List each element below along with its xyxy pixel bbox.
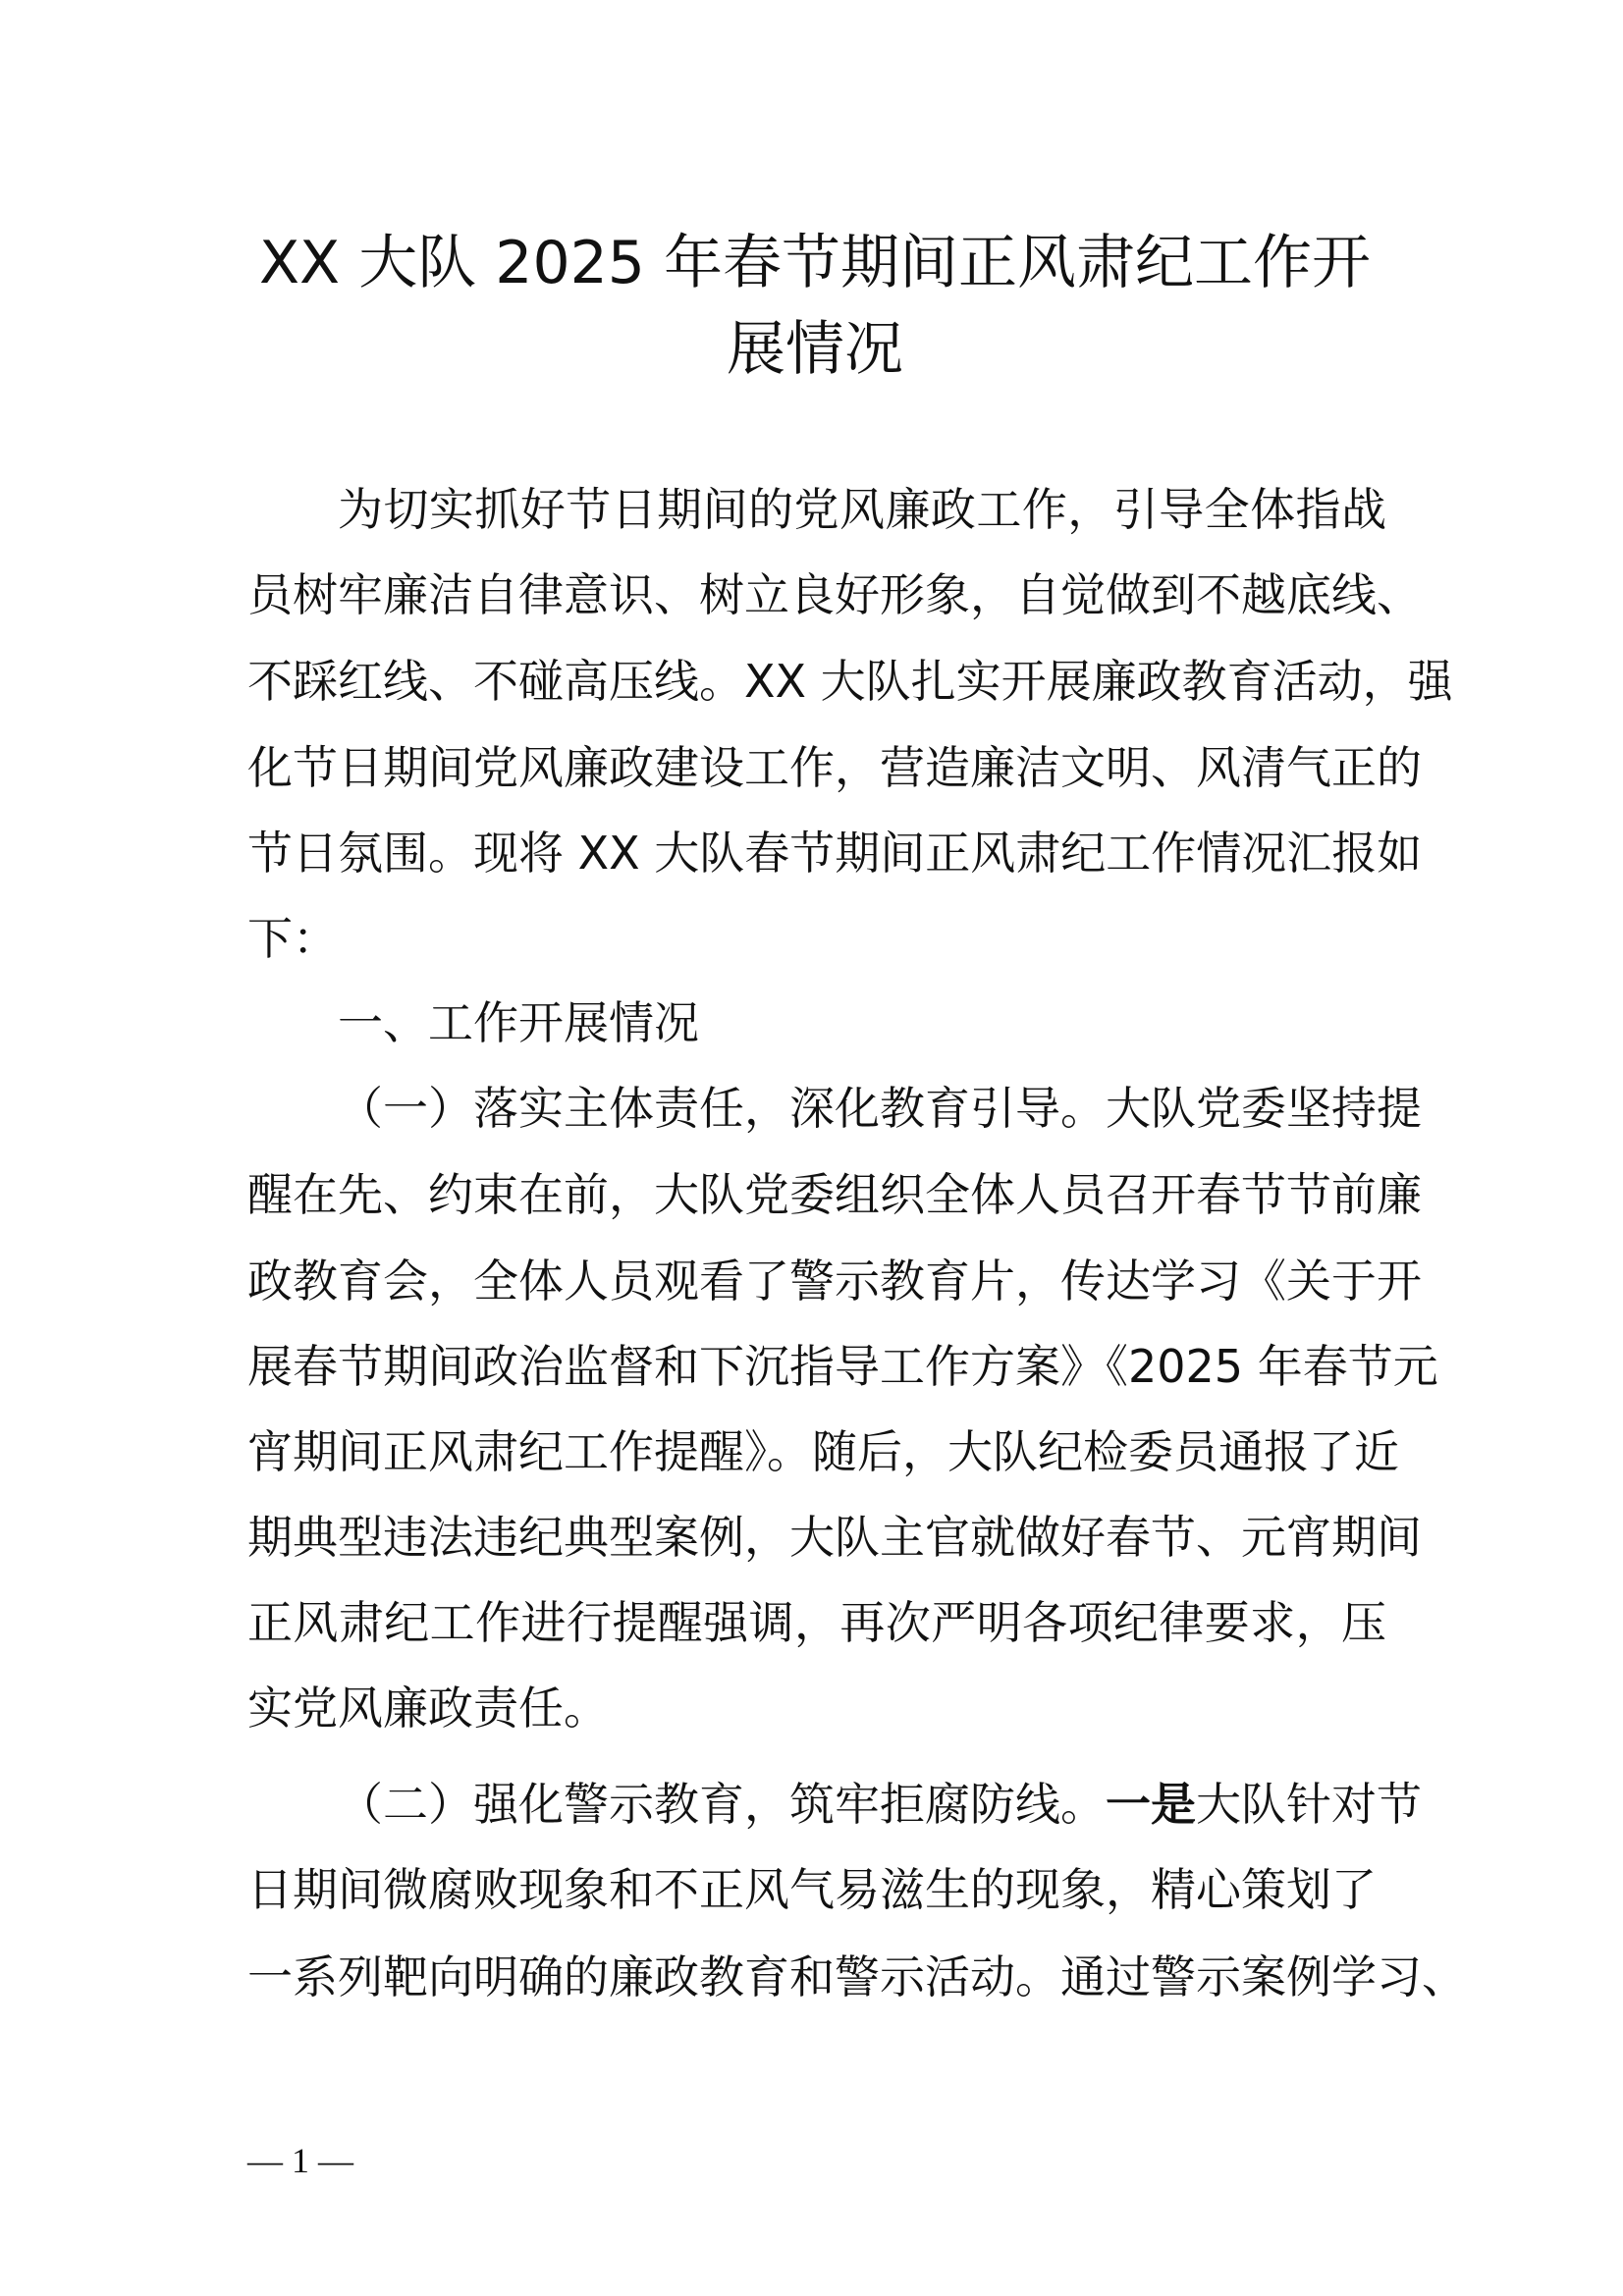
text-segment: （二）强化警示教育，筑牢拒腐防线。: [338, 1778, 1106, 1831]
text-line: 实党风廉政责任。: [247, 1682, 609, 1735]
section-heading: 一、工作开展情况: [338, 996, 699, 1049]
text-line: 节日氛围。现将 XX 大队春节期间正风肃纪工作情况汇报如: [247, 827, 1423, 880]
text-line: 期典型违法违纪典型案例，大队主官就做好春节、元宵期间: [247, 1511, 1422, 1564]
text-line: 化节日期间党风廉政建设工作，营造廉洁文明、风清气正的: [247, 741, 1422, 794]
text-line: （一）落实主体责任，深化教育引导。大队党委坚持提: [338, 1082, 1422, 1135]
text-line: 展春节期间政治监督和下沉指导工作方案》《2025 年春节元: [247, 1340, 1438, 1393]
text-line: 宵期间正风肃纪工作提醒》。随后，大队纪检委员通报了近: [247, 1425, 1399, 1478]
text-line: 醒在先、约束在前，大队党委组织全体人员召开春节节前廉: [247, 1168, 1422, 1221]
text-line: 一系列靶向明确的廉政教育和警示活动。通过警示案例学习、: [247, 1950, 1467, 2003]
title-line-2: 展情况: [727, 315, 903, 384]
bold-emphasis: 一是: [1106, 1778, 1196, 1831]
text-line: 日期间微腐败现象和不正风气易滋生的现象，精心策划了: [247, 1863, 1377, 1916]
text-segment: 大队针对节: [1196, 1778, 1422, 1831]
text-line: 政教育会，全体人员观看了警示教育片，传达学习《关于开: [247, 1255, 1422, 1308]
title-line-1: XX 大队 2025 年春节期间正风肃纪工作开: [258, 229, 1372, 297]
text-line: 员树牢廉洁自律意识、树立良好形象，自觉做到不越底线、: [247, 568, 1422, 621]
text-line: 为切实抓好节日期间的党风廉政工作，引导全体指战: [338, 483, 1386, 536]
text-line: 正风肃纪工作进行提醒强调，再次严明各项纪律要求，压: [247, 1596, 1386, 1649]
text-line: 不踩红线、不碰高压线。XX 大队扎实开展廉政教育活动，强: [247, 655, 1453, 708]
text-line: [247, 1775, 1422, 1834]
text-line: 下：: [247, 912, 338, 965]
page-number: — 1 —: [247, 2141, 353, 2180]
